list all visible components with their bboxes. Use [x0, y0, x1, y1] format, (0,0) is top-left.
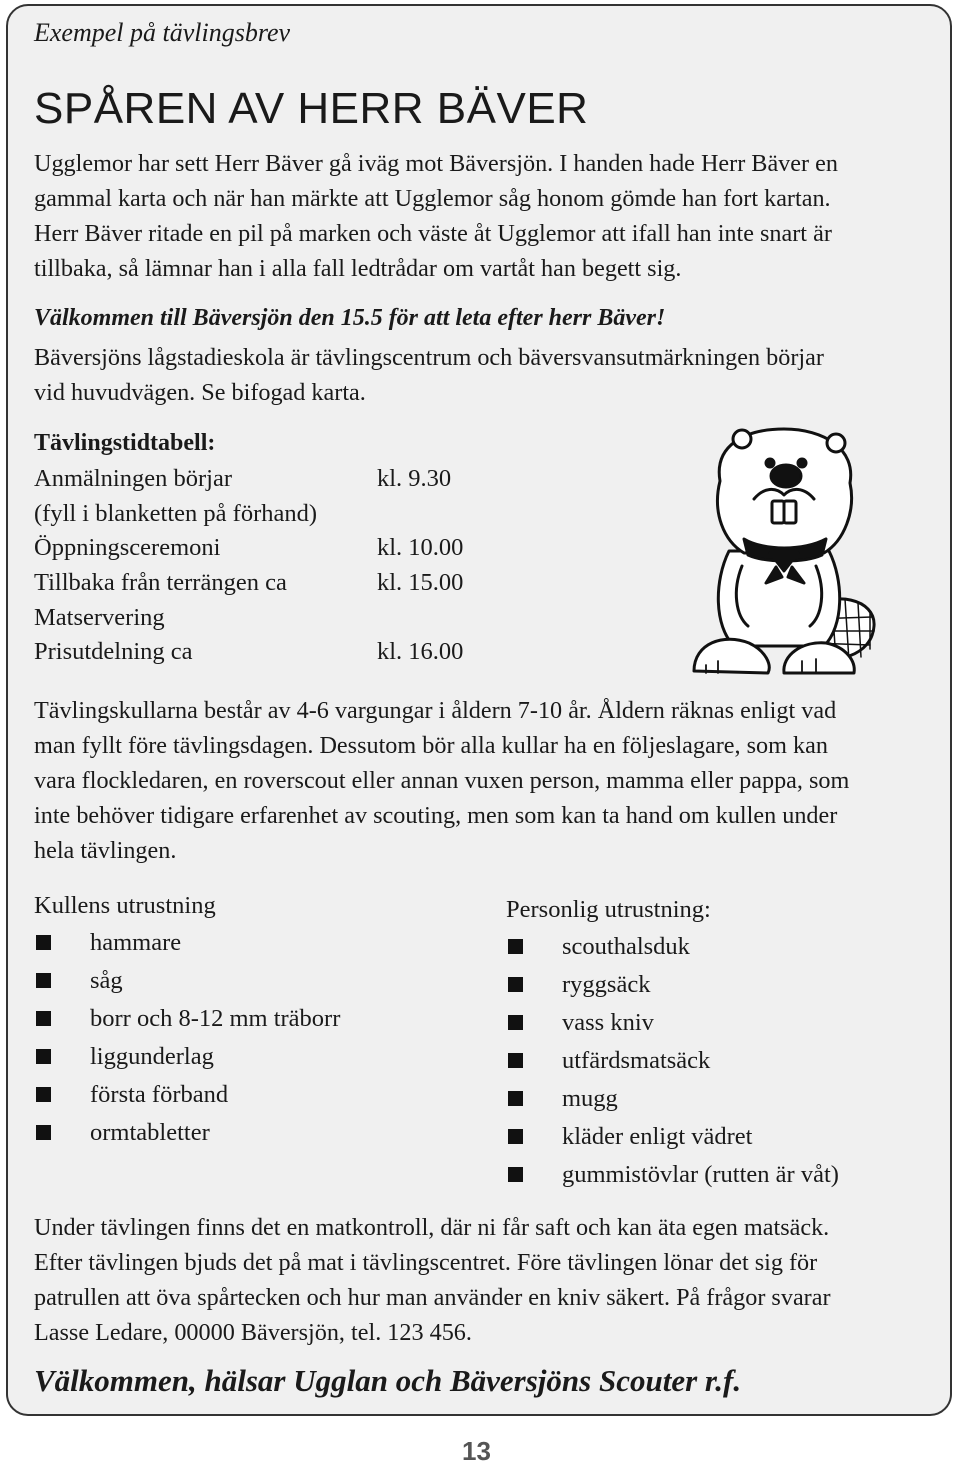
closing-line: Välkommen, hälsar Ugglan och Bäversjöns Scouter r.f. [34, 1363, 742, 1398]
teams-paragraph [34, 693, 950, 868]
square-bullet-icon [508, 1015, 523, 1030]
list-item-label: såg [90, 967, 123, 994]
square-bullet-icon [508, 1053, 523, 1068]
location-line: Bäversjöns lågstadieskola är tävlingscentrum och bäversvansutmärkningen börjar [34, 344, 824, 371]
square-bullet-icon [508, 1091, 523, 1106]
personal-gear-list [506, 892, 839, 1194]
schedule-table [34, 462, 554, 670]
square-bullet-icon [36, 1125, 51, 1140]
list-item [34, 1000, 340, 1038]
team-gear-heading: Kullens utrustning [34, 892, 216, 919]
food-line: patrullen att öva spårtecken och hur man använder en kniv säkert. På frågor svarar [34, 1284, 831, 1311]
location-paragraph [34, 340, 950, 410]
food-line: Lasse Ledare, 00000 Bäversjön, tel. 123 456. [34, 1319, 472, 1346]
list-item-label: mugg [562, 1085, 618, 1112]
schedule-label: Tillbaka från terrängen ca [34, 569, 287, 597]
list-item-label: första förband [90, 1081, 229, 1108]
list-item [506, 1042, 839, 1080]
schedule-time: kl. 16.00 [377, 638, 464, 666]
list-item [506, 1004, 839, 1042]
square-bullet-icon [508, 1129, 523, 1144]
schedule-label: (fyll i blanketten på förhand) [34, 499, 318, 527]
square-bullet-icon [36, 935, 51, 950]
intro-line: gammal karta och när han märkte att Ugglemor såg honom gömde han fort kartan. [34, 185, 831, 212]
list-item [34, 1114, 340, 1152]
list-item-label: ryggsäck [562, 971, 651, 998]
square-bullet-icon [508, 1167, 523, 1182]
schedule-row [34, 497, 554, 532]
intro-line: Ugglemor har sett Herr Bäver gå iväg mot Bäversjön. I handen hade Herr Bäver en [34, 150, 838, 177]
letter-frame [6, 4, 952, 1416]
list-item-label: kläder enligt vädret [562, 1123, 753, 1150]
schedule-row [34, 462, 554, 497]
square-bullet-icon [36, 1011, 51, 1026]
list-item [34, 1038, 340, 1076]
list-item-label: borr och 8-12 mm träborr [90, 1005, 341, 1032]
page-number: 13 [462, 1436, 491, 1466]
list-item [34, 1076, 340, 1114]
teams-line: vara flockledaren, en roverscout eller annan vuxen person, mamma eller pappa, som [34, 767, 850, 794]
schedule-row [34, 566, 554, 601]
schedule-time: kl. 9.30 [377, 465, 452, 492]
page-title: SPÅREN AV HERR BÄVER [34, 84, 589, 133]
teams-line: Tävlingskullarna består av 4-6 vargungar i åldern 7-10 år. Åldern räknas enligt vad [34, 697, 837, 724]
list-item [506, 1118, 839, 1156]
square-bullet-icon [36, 1049, 51, 1064]
list-item [34, 962, 340, 1000]
list-item-label: scouthalsduk [562, 933, 690, 960]
list-item-label: utfärdsmatsäck [562, 1047, 711, 1074]
schedule-time: kl. 10.00 [377, 534, 464, 562]
square-bullet-icon [508, 939, 523, 954]
list-item [506, 966, 839, 1004]
food-line: Efter tävlingen bjuds det på mat i tävlingscentret. Före tävlingen lönar det sig för [34, 1249, 818, 1276]
schedule-label: Anmälningen börjar [34, 465, 232, 492]
square-bullet-icon [508, 977, 523, 992]
food-line: Under tävlingen finns det en matkontroll, där ni får saft och kan äta egen matsäck. [34, 1214, 830, 1241]
list-item [506, 1080, 839, 1118]
square-bullet-icon [36, 1087, 51, 1102]
intro-paragraph [34, 146, 950, 286]
list-item-label: ormtabletter [90, 1119, 210, 1146]
list-item-label: liggunderlag [90, 1043, 214, 1070]
list-item-label: hammare [90, 929, 182, 956]
team-gear-list [34, 888, 340, 1152]
schedule-label: Matservering [34, 603, 165, 631]
list-item-label: gummistövlar (rutten är våt) [562, 1161, 839, 1188]
personal-gear-heading: Personlig utrustning: [506, 896, 711, 923]
schedule-row [34, 635, 554, 670]
teams-line: inte behöver tidigare erfarenhet av scouting, men som kan ta hand om kullen under [34, 802, 838, 829]
schedule-row [34, 531, 554, 566]
schedule-time: kl. 15.00 [377, 569, 464, 597]
welcome-line: Välkommen till Bäversjön den 15.5 för att leta efter herr Bäver! [34, 305, 666, 331]
schedule-heading: Tävlingstidtabell: [34, 430, 216, 456]
location-line: vid huvudvägen. Se bifogad karta. [34, 379, 366, 406]
list-item [506, 928, 839, 966]
square-bullet-icon [36, 973, 51, 988]
teams-line: man fyllt före tävlingsdagen. Dessutom bör alla kullar ha en följeslagare, som kan [34, 732, 828, 759]
list-item-label: vass kniv [562, 1009, 654, 1036]
intro-line: Herr Bäver ritade en pil på marken och väste åt Ugglemor att ifall han inte snart är [34, 220, 832, 247]
schedule-row [34, 601, 554, 636]
kicker: Exempel på tävlingsbrev [34, 18, 291, 47]
teams-line: hela tävlingen. [34, 837, 177, 864]
list-item [506, 1156, 839, 1194]
schedule-label: Prisutdelning ca [34, 638, 193, 666]
beaver-illustration [684, 421, 884, 681]
intro-line: tillbaka, så lämnar han i alla fall ledtrådar om vartåt han begett sig. [34, 255, 682, 282]
food-paragraph [34, 1210, 950, 1350]
list-item [34, 924, 340, 962]
schedule-label: Öppningsceremoni [34, 534, 221, 562]
